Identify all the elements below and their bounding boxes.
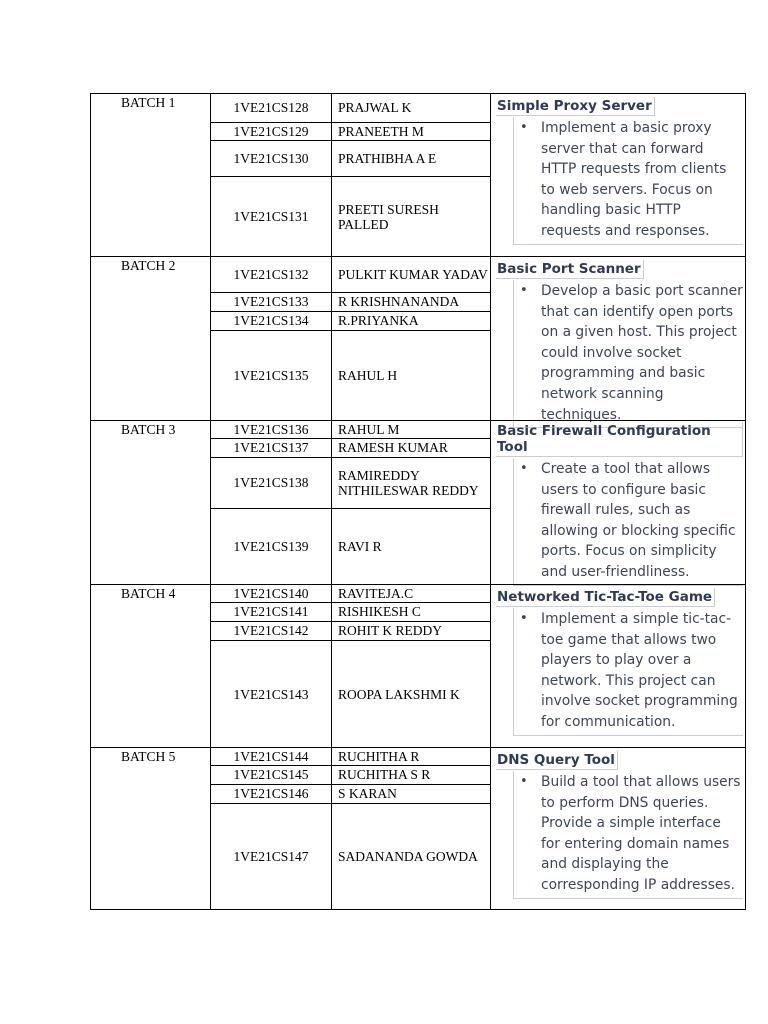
batch-label: BATCH 1 [121,95,176,110]
student-usn: 1VE21CS143 [233,686,309,702]
student-name: RAHUL M [338,421,400,437]
student-name: RAVI R [338,539,382,555]
batch-block [90,93,746,257]
student-name: PRATHIBHA A E [338,150,437,166]
student-row [211,603,490,622]
batch-block [90,256,746,421]
batch-block [90,584,746,748]
student-row [211,766,490,785]
bullet-icon: • [520,774,528,789]
student-row [211,177,490,257]
project-cell [496,95,743,245]
student-row [211,585,490,603]
student-name: R.PRIYANKA [338,313,419,329]
project-description: Build a tool that allows users to perform DNS queries. Provide a simple interface for entering domain names and displaying the corresponding IP addresses. [541,774,741,893]
batch-block [90,420,746,585]
student-row [211,785,490,804]
student-name: SADANANDA GOWDA [338,849,478,865]
project-cell [496,586,743,736]
project-bullet-item [513,608,743,736]
project-bullet-item [513,771,743,899]
project-title: Simple Proxy Server [496,97,655,116]
student-row [211,439,490,458]
batch-label: BATCH 3 [121,422,176,437]
project-title: Basic Port Scanner [496,260,644,279]
student-name: R KRISHNANANDA [338,294,460,310]
student-name: ROOPA LAKSHMI K [338,686,460,702]
column-divider [490,257,491,420]
student-name: ROHIT K REDDY [338,623,442,639]
student-usn: 1VE21CS147 [233,849,309,864]
column-divider [490,748,491,909]
bullet-icon: • [520,461,528,476]
student-usn: 1VE21CS146 [233,786,309,801]
project-bullet-item [513,280,743,428]
student-row [211,748,490,766]
project-bullet-item [513,458,743,586]
student-row [211,421,490,439]
student-usn: 1VE21CS141 [233,604,309,619]
student-name: PRAJWAL K [338,100,412,116]
student-row [211,458,490,509]
student-row [211,94,490,123]
student-row [211,312,490,331]
student-row [211,622,490,641]
column-divider [490,94,491,256]
project-cell [496,422,743,586]
project-description: Implement a simple tic-tac-toe game that allows two players to play over a network. This project can involve socket programming for communication. [541,611,738,730]
student-name: PULKIT KUMAR YADAV [338,266,488,282]
student-row [211,141,490,177]
batch-label: BATCH 4 [121,586,176,601]
column-divider [490,585,491,747]
student-row [211,293,490,312]
student-name: PREETI SURESH PALLED [338,201,439,232]
bullet-icon: • [520,120,528,135]
student-name: RISHIKESH C [338,604,421,620]
student-usn: 1VE21CS145 [233,767,309,782]
student-usn: 1VE21CS138 [233,475,309,490]
student-usn: 1VE21CS139 [233,539,309,554]
student-row [211,331,490,421]
student-usn: 1VE21CS136 [233,421,309,437]
student-usn: 1VE21CS134 [233,313,309,328]
batch-label: BATCH 5 [121,749,176,764]
project-cell [496,749,743,899]
project-title: Basic Firewall Configuration Tool [496,422,743,457]
project-description: Develop a basic port scanner that can identify open ports on a given host. This project could involve socket programming and basic network scanning techniques. [541,283,743,423]
student-name: RAMESH KUMAR [338,440,448,456]
student-usn: 1VE21CS130 [233,150,309,166]
student-name: RAMIREDDY NITHILESWAR REDDY [338,467,479,498]
student-row [211,641,490,748]
student-usn: 1VE21CS129 [233,123,309,139]
batch-label: BATCH 2 [121,258,176,273]
project-title: DNS Query Tool [496,751,618,770]
project-bullet-item [513,117,743,245]
project-title: Networked Tic-Tac-Toe Game [496,588,715,607]
student-name: RAHUL H [338,368,398,384]
column-divider [490,421,491,584]
student-name: RUCHITHA R [338,748,420,764]
student-usn: 1VE21CS135 [233,368,309,383]
student-row [211,123,490,141]
bullet-icon: • [520,283,528,298]
student-row [211,257,490,293]
student-name: RAVITEJA.C [338,585,414,601]
student-usn: 1VE21CS140 [233,585,309,601]
bullet-icon: • [520,611,528,626]
student-row [211,509,490,585]
student-usn: 1VE21CS131 [233,209,309,224]
student-name: PRANEETH M [338,123,424,139]
batch-block [90,747,746,910]
student-row [211,804,490,910]
student-name: RUCHITHA S R [338,767,431,783]
project-description: Create a tool that allows users to configure basic firewall rules, such as allowing or blocking specific ports. Focus on simplicity and user-friendliness. [541,461,736,580]
student-usn: 1VE21CS132 [233,266,309,282]
student-usn: 1VE21CS133 [233,294,309,309]
student-name: S KARAN [338,786,397,802]
student-usn: 1VE21CS128 [233,100,309,115]
project-cell [496,258,743,428]
project-description: Implement a basic proxy server that can forward HTTP requests from clients to web servers. Focus on handling basic HTTP requests and responses. [541,120,727,239]
student-usn: 1VE21CS144 [233,748,309,764]
student-usn: 1VE21CS142 [233,623,309,638]
student-usn: 1VE21CS137 [233,440,309,455]
